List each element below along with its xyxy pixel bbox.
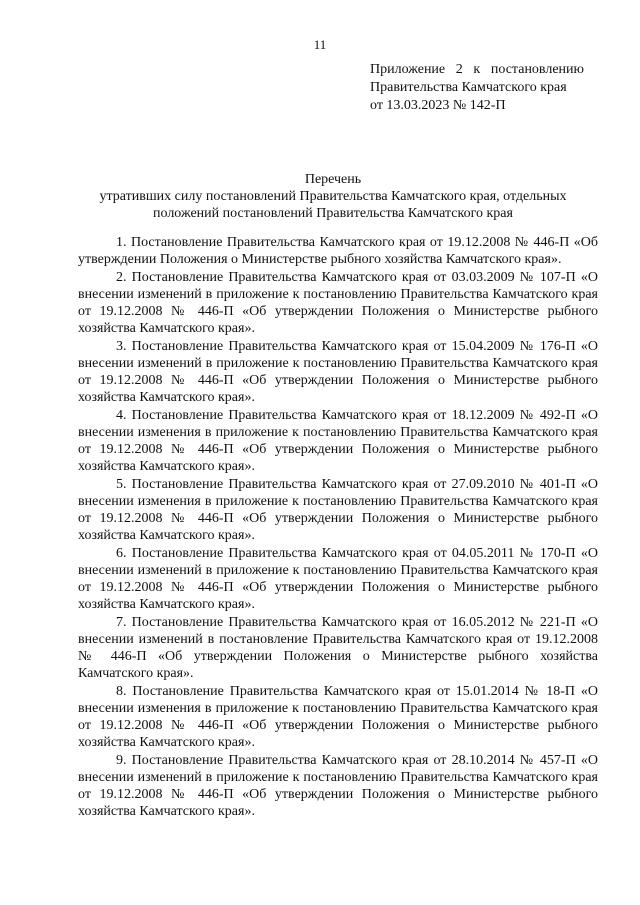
title-line-3: положений постановлений Правительства Камчатского края bbox=[153, 206, 513, 221]
list-item bbox=[78, 545, 598, 613]
appendix-line-1: Приложение 2 к постановлению bbox=[370, 62, 584, 77]
list-item bbox=[78, 234, 598, 268]
list-item bbox=[78, 338, 598, 406]
title-line-2: утративших силу постановлений Правительства Камчатского края, отдельных bbox=[99, 189, 567, 204]
appendix-line-2: Правительства Камчатского края bbox=[370, 80, 567, 95]
list-item bbox=[78, 752, 598, 820]
list-item-text: 9. Постановление Правительства Камчатского края от 28.10.2014 № 457-П «О внесении изменений в приложение к постановлению Правительства Камчатского края от 19.12.2008 № 446-П «Об утверждении Положения о Министерстве рыбного хозяйства Камчатского края». bbox=[78, 753, 598, 819]
document-title bbox=[78, 171, 588, 222]
title-line-1: Перечень bbox=[304, 172, 362, 187]
list-item-text: 5. Постановление Правительства Камчатского края от 27.09.2010 № 401-П «О внесении изменения в приложение к постановлению Правительства Камчатского края от 19.12.2008 № 446-П «Об утверждении Положения о Министерстве рыбного хозяйства Камчатского края». bbox=[78, 477, 598, 543]
page-number: 11 bbox=[313, 37, 327, 52]
appendix-line-3: от 13.03.2023 № 142-П bbox=[370, 98, 506, 113]
list-item-text: 2. Постановление Правительства Камчатского края от 03.03.2009 № 107-П «О внесении изменений в приложение к постановлению Правительства Камчатского края от 19.12.2008 № 446-П «Об утверждении Положения о Министерстве рыбного хозяйства Камчатского края». bbox=[78, 270, 598, 336]
list-item bbox=[78, 407, 598, 475]
list-item bbox=[78, 476, 598, 544]
list-item-text: 1. Постановление Правительства Камчатского края от 19.12.2008 № 446-П «Об утверждении Положения о Министерстве рыбного хозяйства Камчатского края». bbox=[78, 235, 598, 267]
list-item-text: 8. Постановление Правительства Камчатского края от 15.01.2014 № 18-П «О внесении изменения в приложение к постановлению Правительства Камчатского края от 19.12.2008 № 446-П «Об утверждении Положения о Министерстве рыбного хозяйства Камчатского края». bbox=[78, 684, 598, 750]
list-item bbox=[78, 614, 598, 682]
list-item-text: 3. Постановление Правительства Камчатского края от 15.04.2009 № 176-П «О внесении изменений в приложение к постановлению Правительства Камчатского края от 19.12.2008 № 446-П «Об утверждении Положения о Министерстве рыбного хозяйства Камчатского края». bbox=[78, 339, 598, 405]
appendix-header bbox=[370, 61, 584, 115]
list-item-text: 4. Постановление Правительства Камчатского края от 18.12.2009 № 492-П «О внесении изменения в приложение к постановлению Правительства Камчатского края от 19.12.2008 № 446-П «Об утверждении Положения о Министерстве рыбного хозяйства Камчатского края». bbox=[78, 408, 598, 474]
resolutions-list bbox=[78, 234, 598, 821]
list-item-text: 6. Постановление Правительства Камчатского края от 04.05.2011 № 170-П «О внесении изменений в приложение к постановлению Правительства Камчатского края от 19.12.2008 № 446-П «Об утверждении Положения о Министерстве рыбного хозяйства Камчатского края». bbox=[78, 546, 598, 612]
list-item bbox=[78, 683, 598, 751]
list-item-text: 7. Постановление Правительства Камчатского края от 16.05.2012 № 221-П «О внесении изменений в постановление Правительства Камчатского края от 19.12.2008 № 446-П «Об утверждении Положения о Министерстве рыбного хозяйства Камчатского края». bbox=[78, 615, 598, 681]
list-item bbox=[78, 269, 598, 337]
